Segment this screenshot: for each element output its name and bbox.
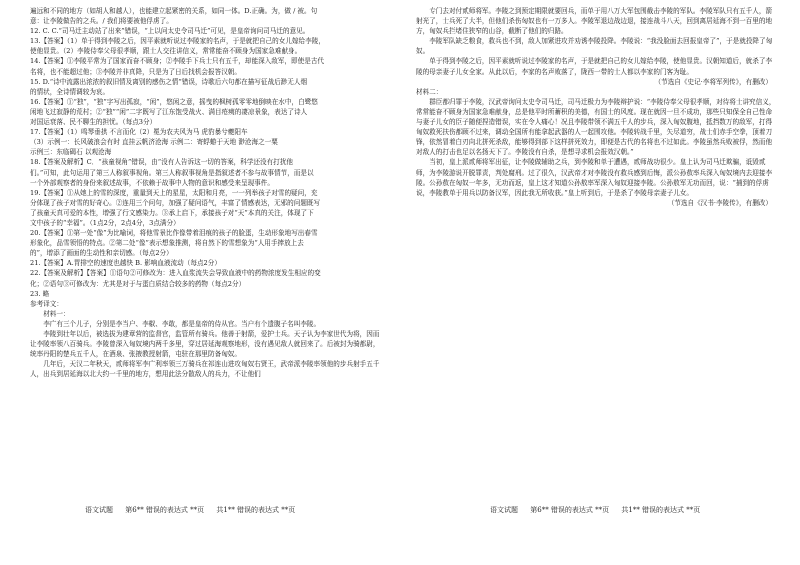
answer-line: 19.【答案】①从她上的雪的深度，重量到天上的星星，太阳和月亮，一一列举孩子对雪的疑问，充	[30, 188, 318, 197]
material-two-translation	[416, 97, 778, 198]
translation-paragraph: 当初，皇上派贰师将军出征，让李陵做辅助之兵，到李陵和单于遭遇，贰师战功很少。皇上认为司马迁欺骗，诋毁贰师，为李陵游说开脱罪责，判处腐刑。过了很久，汉武帝才对李陵没有救兵感到后悔，派公孙敖率兵深入匈奴境内去迎接李陵。公孙敖在匈奴一年多，无功而返，皇上这才知道公孙敖率军深入匈奴迎接李陵。公孙敖军无功而回，说：“捕到的俘虏说，李陵教单于用兵以防备汉军，因此我无所收获。”皇上听到后，于是杀了李陵母亲妻子儿女。	[416, 158, 773, 197]
answer-line: 们。”可知，此句运用了第三人称叙事视角。第三人称叙事视角是指叙述者不参与故事情节，而是以	[30, 168, 314, 177]
answer-line: 23. 略	[30, 289, 50, 298]
translation-paragraph: 专门去对付贰师将军。李陵之到预定期限就要回兵，而单于用八万大军包围截击李陵的军队。李陵军队只有五千人，箭射光了，士兵死了大半，但他们杀伤匈奴也有一万多人。李陵军退边战边退，接连战斗八天，回到离居延海不到一百里的地方，匈奴兵拦堵住狭窄的山谷，截断了他们的归路。	[416, 7, 773, 36]
answer-line: 闲地飞过寂静的荒村；②“独”“闲”二字既写了江东饱受战火、满目疮痍的凄凉景象，表达了诗人	[30, 107, 308, 116]
answer-line: （3）示例一：长风破浪会有时 直挂云帆济沧海 示例二：寄蜉蝣于天地 渺沧海之一粟	[30, 138, 278, 147]
translation-paragraph: 几年后，天汉二年秋天，贰师将军李广利率领三万骑兵在祁连山进攻匈奴右贤王，武帝派李陵率领他的步兵射手五千人，出兵到居延海以北大约一千里的地方，想用此法分散敌人的兵力，不让他们	[30, 360, 380, 379]
answer-line: 12. C. C.“司马迁主动站了出来”错误，“上以问太史令司马迁”可见，是皇帝询问司马迁的意见。	[30, 27, 310, 36]
footer-subject: 语文试题	[490, 506, 518, 514]
answer-line: 的”，增添了画面的生动性和亲切感。（每点2分）	[30, 249, 173, 258]
material-one-translation	[30, 319, 384, 380]
footer-page-number: 第6** 错误的表达式 **页	[125, 506, 205, 514]
translation-column	[416, 6, 778, 208]
answer-line: 16.【答案】①“独”，“独”字写出孤寂，“闲”，悠闲之意，摇曳的枫树孤零零地倒映在水中，白鹭悠	[30, 97, 318, 106]
answer-line: 14.【答案】①李陵平常为了国家而奋不顾身；②李陵手下兵士只有五千，却能深入敌军，即使是古代	[30, 57, 325, 66]
material-two-heading: 材料二：	[416, 87, 443, 96]
footer-subject: 语文试题	[85, 506, 113, 514]
page-footer	[85, 505, 305, 515]
translation-paragraph: 群臣都归罪于李陵，汉武帝询问太史令司马迁，司马迁极力为李陵辩护说：“李陵侍奉父母很孝顺，对待将士讲究信义，常常能奋不顾身为国家急难献身，总是他平时所蓄积的美德，有国士的风度。现在就因一旦不成功，那些只知保全自己性命与妻子儿女的臣子随便捏造错误，实在令人痛心！况且李陵带领不满五千人的步兵，深入匈奴腹地，抵挡数万的敌军，打得匈奴救死扶伤都顾不过来，调动全国所有能拿起武器的人一起围攻他。李陵转战千里，矢尽道穷，战士们赤手空拳，顶着刀锋，依然冒着白刃向北拼死杀敌，能够得到部下这样拼死效力，即便是古代的名将也不过如此。李陵虽然兵败被俘，然而他对敌人的打击也足以名扬天下了。李陵没有自杀，是想寻求机会报效汉朝。”	[416, 97, 776, 157]
answer-line: 18.【答案及解析】C．“孩童视角”错误，由“没有人告诉这一切的答案，科学还没有打扰他	[30, 158, 294, 167]
translation-paragraph: 李陵到壮年以后，被选拔为建章营的监督官，监管所有骑兵。他善于射箭，爱护士兵。天子认为李家世代为将，因而让李陵率领八百骑兵。李陵曾深入匈奴境内两千多里，穿过居延海观察地形，没有遇见敌人就回来了。后被封为骑都尉，统率丹阳的楚兵五千人，在酒泉、张掖教授射箭，屯驻在那里防备匈奴。	[30, 330, 380, 359]
material-one-continued	[416, 6, 778, 77]
answer-line: 示例三：东临碣石 以观沧海	[30, 148, 112, 157]
footer-total-pages: 共1** 错误的表达式 **页	[216, 506, 296, 514]
answer-line: 15. D.“诗中流露出浓浓的叙旧情及离别的感伤之情”错误，诗歌后六句都在描写征战后渺无人烟	[30, 77, 308, 86]
answer-line: 形象化，品雪领悟的特点。②第二处“像”表示想象推测，将自然下的雪想象为“人用手捧放上去	[30, 239, 304, 248]
answer-line: 了孩童天真可爱的本性，增强了行文感染力。③承上启下，承接孩子对“天”本真的关注，体现了下	[30, 208, 314, 217]
answer-line: 文中孩子的“幸福”。（1点2分，2点4分，3点满分）	[30, 218, 180, 227]
footer-total-pages: 共1** 错误的表达式 **页	[621, 506, 701, 514]
page-footer	[490, 505, 710, 515]
answer-line: 17.【答案】（1）鸣琴垂拱 不言而化（2）冕为农夫风为马 虎豹暴兮夔阳车	[30, 128, 248, 137]
answer-line: 21.【答案】A.胃排空的速度也越快 B. 影响血液流动（每点2分）	[30, 259, 221, 268]
answer-line: 参考译文：	[30, 299, 63, 308]
answer-line: 名将，也不能超过他；③李陵并非真降，只是为了日后找机会报答汉朝。	[30, 67, 241, 76]
answer-line: 遍远和不同的地方（如胡人和越人），也能建立起紧密的关系，如同一体。D.正确。为，做 / 被。句	[30, 7, 318, 15]
material-one-heading: 材料一：	[43, 309, 70, 318]
answer-line: 对国运衰落、民不聊生的担忧。（每点3分）	[30, 118, 157, 127]
answer-lines	[30, 6, 384, 309]
answer-line: 一个外部观察者的身份来叙述故事，不依赖于故事中人物的意识和感受来呈现事件。	[30, 178, 274, 187]
answer-key-column	[30, 6, 384, 379]
right-page	[400, 0, 800, 565]
translation-paragraph: 李广有三个儿子，分别是李当户、李椒、李敢，都是皇帝的侍从官。当户有个遗腹子名叫李陵。	[43, 319, 321, 328]
answer-line: 13.【答案】（1）单于得到李陵之后，因平素就听说过李陵家的名声，于是就把自己的女儿嫁给李陵，	[30, 37, 325, 46]
answer-line: 分体现了孩子对雪的好奇心。②连用三个问句，加强了疑问语气，丰富了情感表达，无邪的问题既写	[30, 198, 321, 207]
answer-line: 意：让李陵做告的之兵。/ 我们将要被他俘虏了。	[30, 17, 173, 26]
answer-line: 使他显贵。（2）李陵侍奉父母很孝顺，跟士人交往讲信义，常常能奋不顾身为国家急难献身。	[30, 47, 302, 56]
translation-paragraph: 单于得到李陵之后，因平素就听说过李陵家的名声，于是就把自己的女儿嫁给李陵，使他显贵。汉朝知道后，就杀了李陵的母亲妻子儿女全家。从此以后，李家的名声败落了，陇西一带的士人都以李家的门客为耻。	[416, 57, 773, 76]
answer-line: 化；②语句③可修改为：尤其是对于与蛋白质结合较多的药物（每点2分）	[30, 279, 246, 288]
answer-line: 的情状，全诗情调较为哀。	[30, 87, 110, 96]
source-citation-hanshu: （节选自《汉书·李陵传》，有删改）	[667, 198, 772, 207]
footer-page-number: 第6** 错误的表达式 **页	[530, 506, 610, 514]
translation-paragraph: 李陵军队缺乏粮食，救兵也不到，敌人加紧进攻并劝诱李陵投降。李陵说：“我没脸面去回报皇帝了”，于是就投降了匈奴。	[416, 37, 773, 56]
source-citation-shiji: （节选自《史记·李将军列传》，有删改）	[654, 77, 772, 86]
answer-line: 20.【答案】①第一处“像”为比喻词，将他雪景比作像带着泪痕的孩子的脸蛋，生动形象地写出春雪	[30, 229, 318, 238]
answer-line: 22.【答案及解析】【答案】①语句②可修改为：进入血浆流失会导致血液中的药物浓度发生相应的变	[30, 269, 321, 278]
